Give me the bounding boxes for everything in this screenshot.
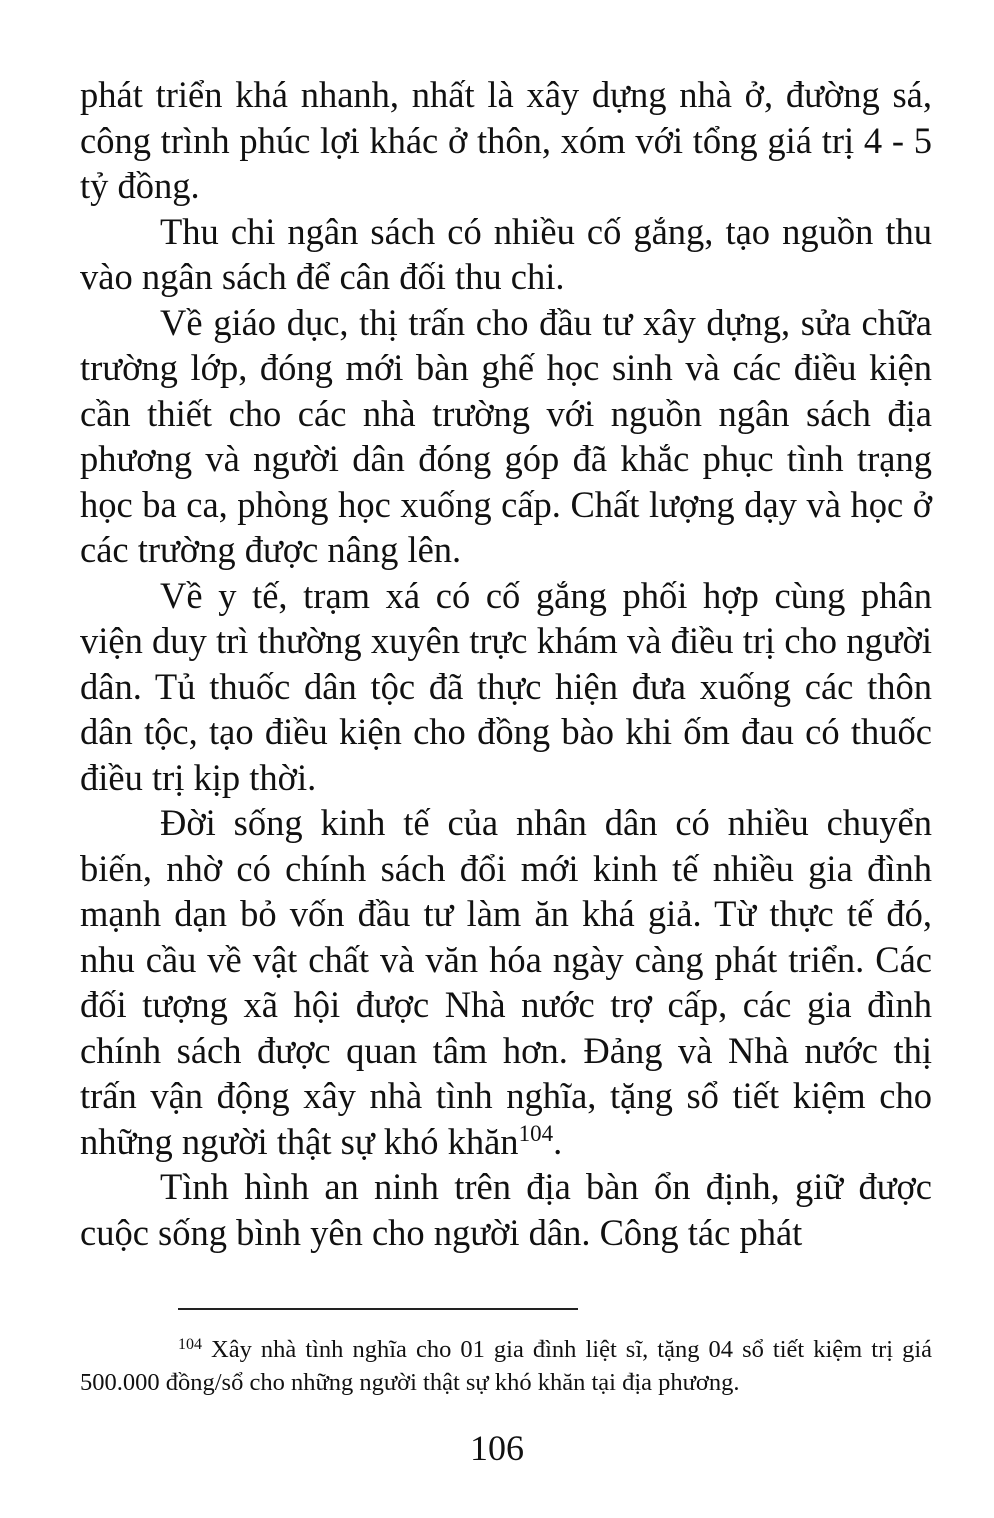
- footnote-divider: [178, 1308, 578, 1310]
- page-number: 106: [470, 1428, 524, 1468]
- footnote-marker: 104: [178, 1336, 202, 1353]
- footnote-reference[interactable]: 104: [518, 1120, 554, 1146]
- footnote: [80, 1333, 932, 1399]
- paragraph-health: Về y tế, trạm xá có cố gắng phối hợp cùng phân viện duy trì thường xuyên trực khám và điều trị cho người dân. Tủ thuốc dân tộc đã thực hiện đưa xuống các thôn dân tộc, tạo điều kiện cho đồng bào khi ốm đau có thuốc điều trị kịp thời.: [80, 574, 932, 798]
- body-text: [80, 72, 932, 1255]
- paragraph-security: Tình hình an ninh trên địa bàn ổn định, giữ được cuộc sống bình yên cho người dân. Công tác phát: [80, 1166, 932, 1253]
- paragraph-education: Về giáo dục, thị trấn cho đầu tư xây dựng, sửa chữa trường lớp, đóng mới bàn ghế học sinh và các điều kiện cần thiết cho các nhà trường với nguồn ngân sách địa phương và người dân đóng góp đã khắc phục tình trạng học ba ca, phòng học xuống cấp. Chất lượng dạy và học ở các trường được nâng lên.: [80, 301, 932, 570]
- footnote-text: Xây nhà tình nghĩa cho 01 gia đình liệt sĩ, tặng 04 sổ tiết kiệm trị giá 500.000 đồng/sổ cho những người thật sự khó khăn tại địa phương.: [80, 1336, 932, 1396]
- paragraph-living-standards: [80, 800, 932, 1164]
- sentence-end-punctuation: .: [553, 1120, 563, 1162]
- paragraph-budget: Thu chi ngân sách có nhiều cố gắng, tạo nguồn thu vào ngân sách để cân đối thu chi.: [80, 210, 932, 297]
- paragraph-continuation: phát triển khá nhanh, nhất là xây dựng nhà ở, đường sá, công trình phúc lợi khác ở thôn, xóm với tổng giá trị 4 - 5 tỷ đồng.: [80, 74, 932, 206]
- paragraph-living-standards-text: Đời sống kinh tế của nhân dân có nhiều chuyển biến, nhờ có chính sách đổi mới kinh tế nhiều gia đình mạnh dạn bỏ vốn đầu tư làm ăn khá giả. Từ thực tế đó, nhu cầu về vật chất và văn hóa ngày càng phát triển. Các đối tượng xã hội được Nhà nước trợ cấp, các gia đình chính sách được quan tâm hơn. Đảng và Nhà nước thị trấn vận động xây nhà tình nghĩa, tặng sổ tiết kiệm cho những người thật sự khó khăn: [80, 802, 932, 1162]
